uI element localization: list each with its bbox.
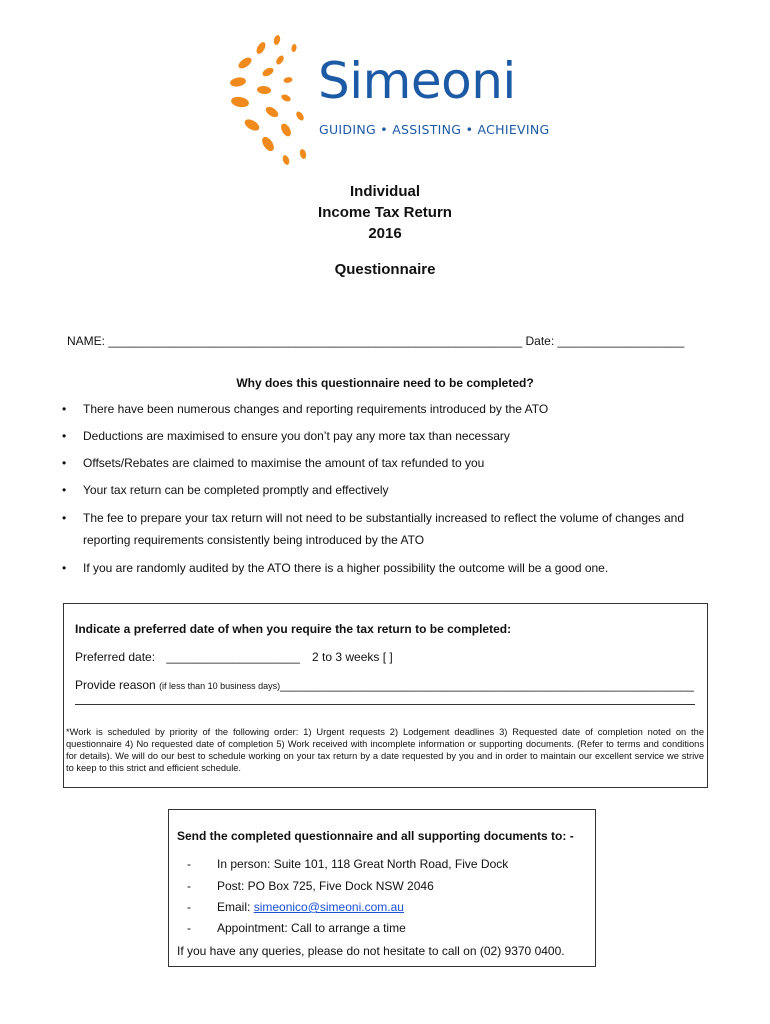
reason-continuation-line[interactable] xyxy=(75,704,695,705)
reason-hint: (if less than 10 business days) xyxy=(159,681,281,691)
preferred-date-field[interactable]: ____________________ xyxy=(166,650,300,664)
title-line-1: Individual xyxy=(349,183,420,200)
scheduling-note: *Work is scheduled by priority of the following order: 1) Urgent requests 2) Lodgement deadlines 3) Requested date of completion noted on the questionnaire 4) No requested date of completion 5) Work received with incomplete information or supporting documents. (Refer to terms and conditions for details). We will do our best to schedule working on your tax return by a date requested by you and in order to maintain our excellent service we strive to keep to this strict and efficient schedule. xyxy=(66,727,704,773)
preferred-date-box xyxy=(63,603,708,788)
preferred-date-row xyxy=(75,650,300,664)
title-line-2: Income Tax Return xyxy=(318,204,452,221)
why-heading: Why does this questionnaire need to be completed? xyxy=(236,376,534,390)
brand-name: Simeoni xyxy=(318,52,516,110)
bullet-icon: • xyxy=(62,483,67,497)
email-label: Email: xyxy=(217,900,251,914)
page-subtitle: Questionnaire xyxy=(334,261,436,278)
bullet-icon: • xyxy=(62,402,67,416)
reason-label: Provide reason xyxy=(75,678,156,692)
appointment-info: Appointment: Call to arrange a time xyxy=(217,921,406,935)
send-documents-box: Send the completed questionnaire and all supporting documents to: - - In person: Suite 101, 118 Great North Road, Five Dock - Post: PO Box 725, Five Dock NSW 2046 - Email: simeonico@simeoni.com.au - Appointment: Call to arrange a time If you have any queries, please do not hesitate to call on (02) 9370 0400. xyxy=(168,809,596,967)
date-label: Date: xyxy=(525,334,555,348)
weeks-checkbox[interactable]: 2 to 3 weeks [ ] xyxy=(312,650,393,664)
sunburst-icon xyxy=(229,34,307,165)
postal-address: Post: PO Box 725, Five Dock NSW 2046 xyxy=(217,879,434,893)
in-person-address: In person: Suite 101, 118 Great North Road, Five Dock xyxy=(217,857,509,871)
date-field[interactable]: ___________________ xyxy=(557,334,685,348)
title-line-3: 2016 xyxy=(368,225,402,242)
reason-row xyxy=(75,678,694,692)
preferred-date-heading: Indicate a preferred date of when you require the tax return to be completed: xyxy=(75,622,512,636)
name-field[interactable]: ______________________________________________________________ xyxy=(108,334,523,348)
send-heading: Send the completed questionnaire and all supporting documents to: - xyxy=(177,829,574,843)
name-label: NAME: xyxy=(67,334,106,348)
bullet-icon: • xyxy=(62,456,67,470)
preferred-date-label: Preferred date: xyxy=(75,650,156,664)
reason-field[interactable]: ______________________________________________________________ xyxy=(280,678,694,692)
bullet-icon: • xyxy=(62,511,67,525)
contact-footer: If you have any queries, please do not hesitate to call on (02) 9370 0400. xyxy=(177,944,565,958)
brand-tagline: GUIDING • ASSISTING • ACHIEVING xyxy=(319,122,550,137)
email-link[interactable]: simeonico@simeoni.com.au xyxy=(253,900,404,914)
bullet-icon: • xyxy=(62,561,67,575)
name-date-line xyxy=(67,334,684,348)
bullet-icon: • xyxy=(62,429,67,443)
